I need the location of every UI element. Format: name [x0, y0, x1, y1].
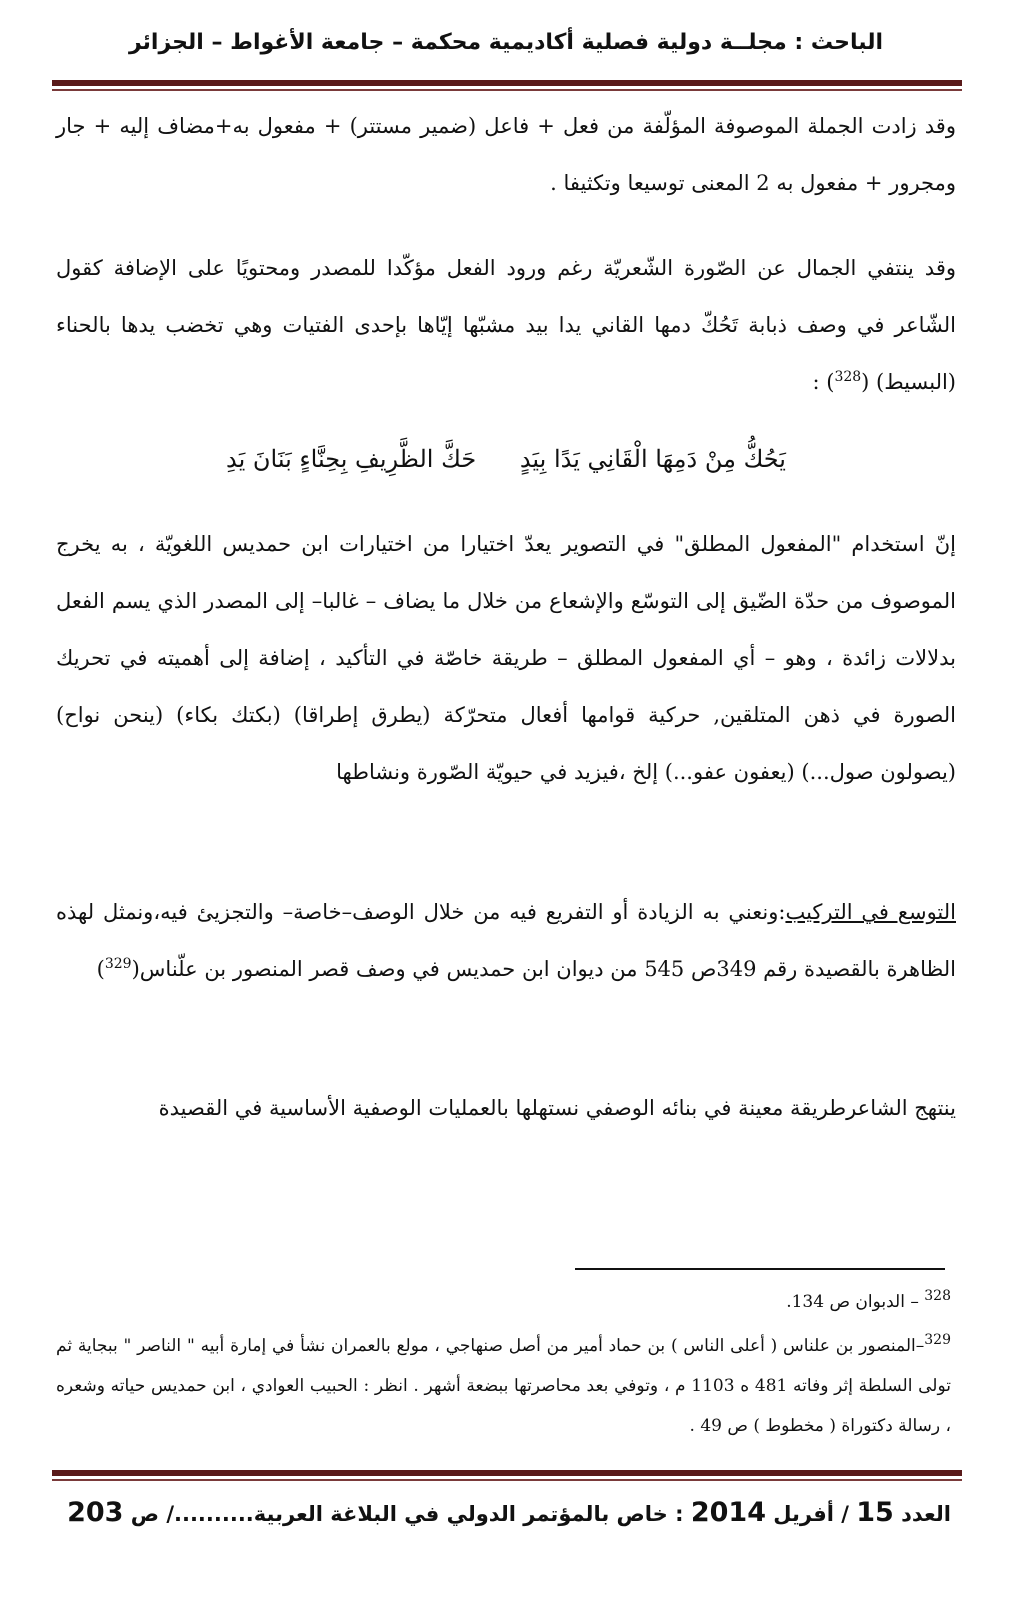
header-rule-thin [52, 89, 962, 91]
footnote-text: –المنصور بن علناس ( أعلى الناس ) بن حماد أمير من أصل صنهاجي ، مولع بالعمران نشأ في إمارة أبيه " الناصر " ببجاية ثم تولى السلطة إثر وفاته 481 ه 1103 م ، وتوفي بعد محاصرتها ببضعة أشهر . انظر : الحبيب العوادي ، ابن حمديس حياته وشعره ، رسالة دكتوراة ( مخطوط ) ص 49 . [56, 1336, 952, 1436]
page-footer [56, 1497, 951, 1528]
issue-label: العدد [901, 1502, 951, 1526]
page-label: ص [130, 1502, 160, 1526]
footnote-328: $^{328}$ – الدبوان ص 134. [786, 1288, 951, 1312]
page-number: 203 [67, 1497, 124, 1528]
paragraph-text: :ونعني به الزيادة أو التفريع فيه من خلال الوصف–خاصة– والتجزيئ فيه،ونمثل لهذه الظاهرة بالقصيدة رقم 349ص 545 من ديوان ابن حمديس في وصف قصر المنصور بن علّناس( [56, 900, 956, 981]
paragraph-close: ) [96, 957, 105, 981]
paragraph-absolute-object: إنّ استخدام "المفعول المطلق" في التصوير يعدّ اختيارا من اختيارات ابن حمديس اللغويّة ، به يخرج الموصوف من حدّة الضّيق إلى التوسّع والإشعاع من خلال ما يضاف – غالبا– إلى المصدر الذي يسم الفعل بدلالات زائدة ، وهو – أي المفعول المطلق – طريقة خاصّة في التأكيد ، إضافة إلى أهميته في تحريك الصورة في ذهن المتلقين, حركية قوامها أفعال متحرّكة (يطرق إطراقا) (بكتك بكاء) (ينحن نواح) (يصولون صول...) (يعفون عفو...) إلخ ،فيزيد في حيويّة الصّورة ونشاطها [56, 532, 956, 784]
issue-number: 15 [856, 1497, 894, 1528]
paragraph-beauty-negation: وقد ينتفي الجمال عن الصّورة الشّعريّة رغم ورود الفعل مؤكّدا للمصدر ومحتويًا على الإضافة كقول الشّاعر في وصف ذبابة تَحُكّ دمها القاني يدا بيد مشبّها إيّاها بإحدى الفتيات وهي تخضب يدها بالحناء (البسيط) ($^{328}$) : [56, 256, 956, 394]
footer-separator: / [841, 1502, 849, 1526]
running-header: الباحث : مجلــة دولية فصلية أكاديمية محكمة – جامعة الأغواط – الجزائر [128, 30, 884, 55]
paragraph-expansion: وقد زادت الجملة الموصوفة المؤلّفة من فعل + فاعل (ضمير مستتر) + مفعول به+مضاف إليه + جار ومجرور + مفعول به 2 المعنى توسيعا وتكثيفا . [56, 114, 956, 195]
footnote-text: – الدبوان ص 134. [786, 1292, 919, 1312]
verse-hemistich-second: حَكَّ الظَّرِيفِ بِحِنَّاءٍ بَنَانَ يَدِ [226, 445, 477, 473]
footnote-329: $^{329}$–المنصور بن علناس ( أعلى الناس ) بن حماد أمير من أصل صنهاجي ، مولع بالعمران نشأ في إمارة أبيه " الناصر " ببجاية ثم تولى السلطة إثر وفاته 481 ه 1103 م ، وتوفي بعد محاصرتها ببضعة أشهر . انظر : الحبيب العوادي ، ابن حمديس حياته وشعره ، رسالة دكتوراة ( مخطوط ) ص 49 . [56, 1332, 952, 1436]
paragraph-text: وقد ينتفي الجمال عن الصّورة الشّعريّة رغم ورود الفعل مؤكّدا للمصدر ومحتويًا على الإضافة كقول الشّاعر في وصف ذبابة تَحُكّ دمها القاني يدا بيد مشبّها إيّاها بإحدى الفتيات وهي تخضب يدها بالحناء (البسيط) ( [56, 256, 956, 394]
issue-month: أفريل [773, 1502, 834, 1526]
paragraph-poet-method: ينتهج الشاعرطريقة معينة في بنائه الوصفي نستهلها بالعمليات الوصفية الأساسية في القصيدة [158, 1096, 956, 1120]
issue-year: 2014 [690, 1497, 766, 1528]
poetry-verse [56, 434, 956, 484]
paragraph-close: ) : [812, 370, 835, 394]
footnote-separator [575, 1268, 945, 1270]
footer-rule-thick [52, 1470, 962, 1476]
verse-hemistich-first: يَحُكُّ مِنْ دَمِهَا الْقَانِي يَدًا بِيَدٍ [519, 445, 786, 473]
section-heading: التوسع في التركيب [785, 900, 956, 924]
paragraph-structure-expansion: التوسع في التركيب:ونعني به الزيادة أو التفريع فيه من خلال الوصف–خاصة– والتجزيئ فيه،ونمثل لهذه الظاهرة بالقصيدة رقم 349ص 545 من ديوان ابن حمديس في وصف قصر المنصور بن علّناس($^{329}$) [56, 900, 956, 981]
special-issue-note: : خاص بالمؤتمر الدولي في البلاغة العربية........../ [166, 1502, 684, 1526]
footer-rule-thin [52, 1479, 962, 1481]
header-rule-thick [52, 80, 962, 86]
